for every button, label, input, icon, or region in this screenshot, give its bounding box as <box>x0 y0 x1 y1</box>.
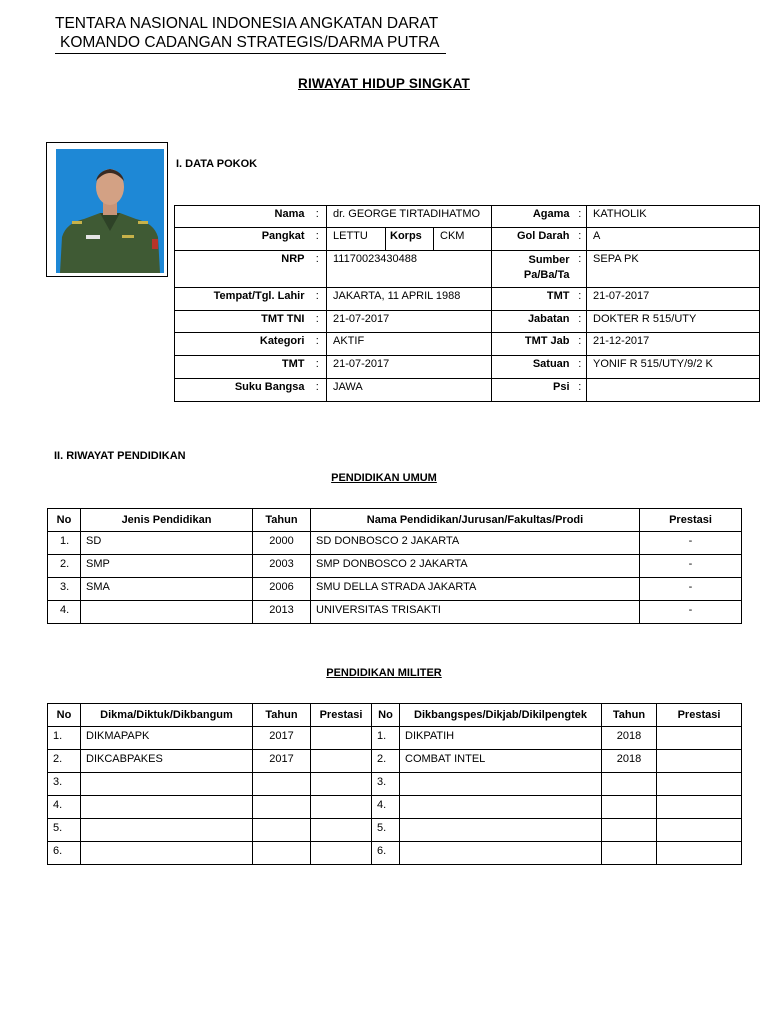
pm-tahun <box>253 773 311 796</box>
nrp-value: 11170023430488 <box>327 251 492 288</box>
pm-prestasi <box>311 796 372 819</box>
pm-dikbang: DIKPATIH <box>400 727 602 750</box>
pm-dikma <box>81 796 253 819</box>
korps-value: CKM <box>434 228 492 251</box>
pm-prestasi <box>311 750 372 773</box>
pu-jenis: SD <box>81 532 253 555</box>
pm-header-dikma: Dikma/Diktuk/Dikbangum <box>81 704 253 727</box>
suku-label: Suku Bangsa <box>175 379 309 402</box>
psi-value <box>587 379 760 402</box>
pm-tahun <box>253 842 311 865</box>
tmt2-label: TMT <box>175 356 309 379</box>
pm-prestasi-2 <box>657 750 742 773</box>
data-pokok-table <box>174 205 760 402</box>
agama-value: KATHOLIK <box>587 206 760 228</box>
pendidikan-militer-table <box>47 703 742 865</box>
jabatan-label: Jabatan <box>492 311 574 333</box>
pm-tahun-2 <box>602 796 657 819</box>
pm-header-no-2: No <box>372 704 400 727</box>
pm-tahun-2 <box>602 819 657 842</box>
pm-no: 2. <box>48 750 81 773</box>
table-row <box>48 532 742 555</box>
pu-nama: SMU DELLA STRADA JAKARTA <box>311 578 640 601</box>
pu-nama: SD DONBOSCO 2 JAKARTA <box>311 532 640 555</box>
satuan-label: Satuan <box>492 356 574 379</box>
pu-prestasi: - <box>640 532 742 555</box>
pu-no: 4. <box>48 601 81 624</box>
pu-prestasi: - <box>640 555 742 578</box>
pm-prestasi-2 <box>657 796 742 819</box>
agama-label: Agama <box>492 206 574 228</box>
pu-tahun: 2000 <box>253 532 311 555</box>
sumber-value: SEPA PK <box>587 251 760 288</box>
sumber-label-line-2: Pa/Ba/Ta <box>523 269 570 281</box>
satuan-value: YONIF R 515/UTY/9/2 K <box>587 356 760 379</box>
kategori-label: Kategori <box>175 333 309 356</box>
pm-dikbang <box>400 842 602 865</box>
pm-tahun-2 <box>602 773 657 796</box>
pm-prestasi <box>311 727 372 750</box>
jabatan-value: DOKTER R 515/UTY <box>587 311 760 333</box>
tmt2-value: 21-07-2017 <box>327 356 492 379</box>
pm-no: 5. <box>48 819 81 842</box>
table-row <box>48 796 742 819</box>
table-row <box>48 578 742 601</box>
pm-tahun: 2017 <box>253 750 311 773</box>
pm-tahun: 2017 <box>253 727 311 750</box>
colon: : <box>574 206 587 228</box>
letterhead-line-2: KOMANDO CADANGAN STRATEGIS/DARMA PUTRA <box>60 34 440 51</box>
colon: : <box>309 206 327 228</box>
table-row <box>48 727 742 750</box>
pm-dikma: DIKMAPAPK <box>81 727 253 750</box>
pm-no-2: 6. <box>372 842 400 865</box>
pm-header-prestasi: Prestasi <box>311 704 372 727</box>
pm-dikbang <box>400 773 602 796</box>
pu-prestasi: - <box>640 578 742 601</box>
colon: : <box>574 356 587 379</box>
sumber-label-line-1: Sumber <box>528 254 570 266</box>
pm-dikma <box>81 819 253 842</box>
dp-row-suku <box>175 379 760 402</box>
nrp-label: NRP <box>175 251 309 288</box>
pm-prestasi-2 <box>657 842 742 865</box>
pu-header-no: No <box>48 509 81 532</box>
colon: : <box>574 228 587 251</box>
tmt-jab-value: 21-12-2017 <box>587 333 760 356</box>
pu-no: 1. <box>48 532 81 555</box>
pu-jenis: SMA <box>81 578 253 601</box>
pangkat-label: Pangkat <box>175 228 309 251</box>
tmt-label: TMT <box>492 288 574 311</box>
portrait-photo <box>56 149 164 273</box>
section-riwayat-title: II. RIWAYAT PENDIDIKAN <box>54 450 186 462</box>
dp-row-kategori <box>175 333 760 356</box>
colon: : <box>309 379 327 402</box>
nama-label: Nama <box>175 206 309 228</box>
tmt-tni-value: 21-07-2017 <box>327 311 492 333</box>
pm-header-prestasi-2: Prestasi <box>657 704 742 727</box>
pm-no: 1. <box>48 727 81 750</box>
colon: : <box>309 228 327 251</box>
pu-header-nama: Nama Pendidikan/Jurusan/Fakultas/Prodi <box>311 509 640 532</box>
psi-label: Psi <box>492 379 574 402</box>
pm-no: 6. <box>48 842 81 865</box>
nama-value: dr. GEORGE TIRTADIHATMO <box>327 206 492 228</box>
pu-header-jenis: Jenis Pendidikan <box>81 509 253 532</box>
tmt-tni-label: TMT TNI <box>175 311 309 333</box>
pm-dikbang: COMBAT INTEL <box>400 750 602 773</box>
pm-tahun <box>253 819 311 842</box>
pm-tahun-2 <box>602 842 657 865</box>
pendidikan-militer-title: PENDIDIKAN MILITER <box>326 667 442 679</box>
pangkat-value: LETTU <box>327 228 386 251</box>
table-row <box>48 842 742 865</box>
pm-header-tahun-2: Tahun <box>602 704 657 727</box>
tmt-jab-label: TMT Jab <box>492 333 574 356</box>
pm-dikbang <box>400 819 602 842</box>
letterhead <box>55 14 447 52</box>
dp-row-nama <box>175 206 760 228</box>
letterhead-rule <box>55 53 446 54</box>
pm-prestasi <box>311 773 372 796</box>
letterhead-line-1: TENTARA NASIONAL INDONESIA ANGKATAN DARAT <box>55 15 439 32</box>
pu-tahun: 2006 <box>253 578 311 601</box>
pm-header-dikbang: Dikbangspes/Dikjab/Dikilpengtek <box>400 704 602 727</box>
pm-no-2: 3. <box>372 773 400 796</box>
pendidikan-umum-title: PENDIDIKAN UMUM <box>331 472 437 484</box>
document-title: RIWAYAT HIDUP SINGKAT <box>298 76 470 91</box>
pm-prestasi <box>311 842 372 865</box>
dp-row-pangkat <box>175 228 760 251</box>
pm-header-row <box>48 704 742 727</box>
colon: : <box>309 251 327 288</box>
photo-frame <box>46 142 168 277</box>
pm-dikma <box>81 773 253 796</box>
colon: : <box>574 251 587 288</box>
pm-prestasi-2 <box>657 819 742 842</box>
pm-dikma: DIKCABPAKES <box>81 750 253 773</box>
pm-header-tahun: Tahun <box>253 704 311 727</box>
table-row <box>48 750 742 773</box>
dp-row-ttl <box>175 288 760 311</box>
pm-tahun-2: 2018 <box>602 750 657 773</box>
gol-darah-label: Gol Darah <box>492 228 574 251</box>
gol-darah-value: A <box>587 228 760 251</box>
pu-header-tahun: Tahun <box>253 509 311 532</box>
colon: : <box>309 356 327 379</box>
ttl-label: Tempat/Tgl. Lahir <box>175 288 309 311</box>
pm-header-no: No <box>48 704 81 727</box>
pu-no: 2. <box>48 555 81 578</box>
dp-row-nrp <box>175 251 760 288</box>
sumber-label <box>492 251 574 288</box>
table-row <box>48 819 742 842</box>
pm-no-2: 4. <box>372 796 400 819</box>
colon: : <box>574 288 587 311</box>
pu-tahun: 2003 <box>253 555 311 578</box>
dp-row-tmt <box>175 356 760 379</box>
pu-header-row <box>48 509 742 532</box>
colon: : <box>574 333 587 356</box>
colon: : <box>574 311 587 333</box>
pm-no-2: 2. <box>372 750 400 773</box>
colon: : <box>309 333 327 356</box>
kategori-value: AKTIF <box>327 333 492 356</box>
pm-prestasi-2 <box>657 773 742 796</box>
pm-prestasi <box>311 819 372 842</box>
table-row <box>48 555 742 578</box>
pu-jenis <box>81 601 253 624</box>
pm-dikbang <box>400 796 602 819</box>
pu-nama: UNIVERSITAS TRISAKTI <box>311 601 640 624</box>
suku-value: JAWA <box>327 379 492 402</box>
section-data-pokok-title: I. DATA POKOK <box>176 158 258 170</box>
pm-no-2: 1. <box>372 727 400 750</box>
korps-label: Korps <box>386 228 434 251</box>
ttl-value: JAKARTA, 11 APRIL 1988 <box>327 288 492 311</box>
table-row <box>48 601 742 624</box>
pm-no: 3. <box>48 773 81 796</box>
pu-jenis: SMP <box>81 555 253 578</box>
pm-dikma <box>81 842 253 865</box>
pm-no: 4. <box>48 796 81 819</box>
pu-nama: SMP DONBOSCO 2 JAKARTA <box>311 555 640 578</box>
pm-tahun-2: 2018 <box>602 727 657 750</box>
tmt-value: 21-07-2017 <box>587 288 760 311</box>
dp-row-tmt-tni <box>175 311 760 333</box>
table-row <box>48 773 742 796</box>
colon: : <box>309 288 327 311</box>
pm-tahun <box>253 796 311 819</box>
pm-prestasi-2 <box>657 727 742 750</box>
pu-no: 3. <box>48 578 81 601</box>
pu-tahun: 2013 <box>253 601 311 624</box>
colon: : <box>309 311 327 333</box>
pendidikan-umum-table <box>47 508 742 624</box>
pu-prestasi: - <box>640 601 742 624</box>
colon: : <box>574 379 587 402</box>
pm-no-2: 5. <box>372 819 400 842</box>
pu-header-prestasi: Prestasi <box>640 509 742 532</box>
